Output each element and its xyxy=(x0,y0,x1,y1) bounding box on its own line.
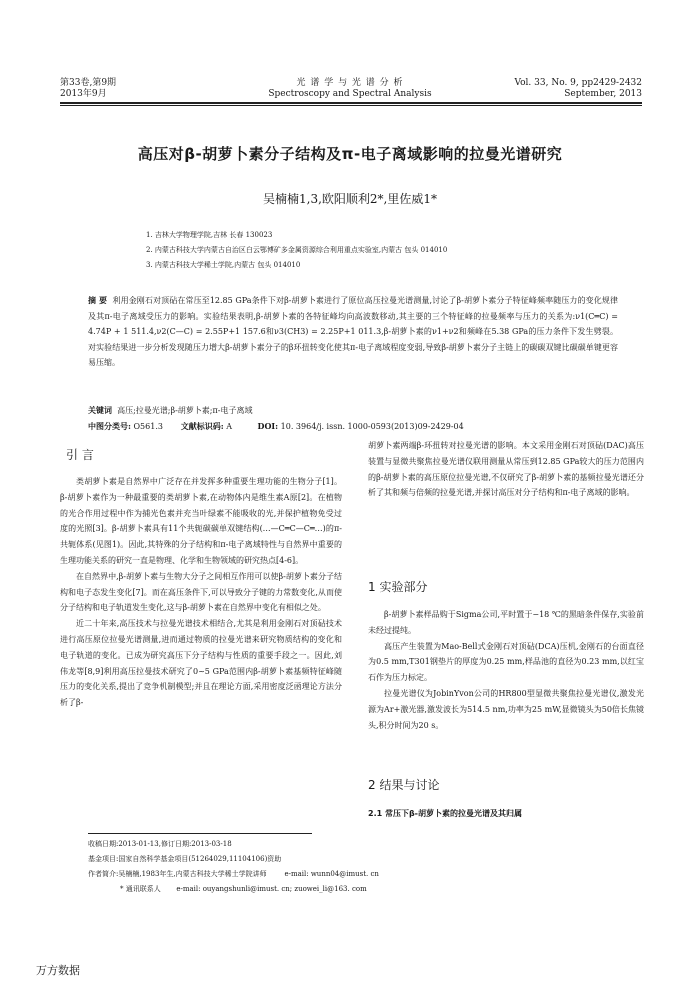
corresponding-email: e-mail: ouyangshunli@imust. cn; zuowei_li@163. com xyxy=(176,885,367,893)
watermark: 万方数据 xyxy=(36,964,80,977)
results-heading: 2 结果与讨论 xyxy=(368,778,440,792)
abstract-label: 摘 要 xyxy=(88,296,108,305)
journal-volume-pages: Vol. 33, No. 9, pp2429-2432 xyxy=(514,78,642,88)
intro-paragraph: 近二十年来,高压技术与拉曼光谱技术相结合,尤其是利用金刚石对顶砧技术进行高压原位拉曼光谱测量,进而通过物质的拉曼光谱来研究物质结构的变化和电子轨道的变化。已成为研究高压下分子结构与性质的重要手段之一。因此,刘伟龙等[8,9]利用高压拉曼技术研究了0~5 GPa范围内β-胡萝卜素基频特征峰随压力的变化关系,提出了竞争机制模型;并且在理论方面,采用密度泛函理论方法分析了β- xyxy=(60,619,342,708)
abstract-text: 利用金刚石对顶砧在常压至12.85 GPa条件下对β-胡萝卜素进行了原位高压拉曼光谱测量,讨论了β-胡萝卜素分子特征峰频率随压力的变化规律及其π-电子离域受压力的影响。实验结果表明,β-胡萝卜素的各特征峰均向高波数移动,其主要的三个特征峰的拉曼频率与压力的关系为:ν1(C═C) = 4.74P + 1 511.4,ν2(C—C) = 2.55P+1 157.6和ν3(CH3) = 2.25P+1 011.3,β-胡萝卜素的ν1+ν2和频峰在5.38 GPa的压力条件下发生劈裂。对实验结果进一步分析发现随压力增大β-胡萝卜素分子的β环扭转变化使其π-电子离域程度变弱,导致β-胡萝卜素分子主链上的碳碳双键比碳碳单键更容易压缩。 xyxy=(88,296,619,367)
intro-paragraph: 在自然界中,β-胡萝卜素与生物大分子之间相互作用可以使β-胡萝卜素分子结构和电子态发生变化[7]。而在高压条件下,可以导致分子键的力常数变化,从而使分子结构和电子轨道发生变化,这与β-胡萝卜素在自然界中变化有相似之处。 xyxy=(60,571,342,613)
intro-continuation xyxy=(368,438,644,501)
experimental-paragraph: 高压产生装置为Mao-Bell式金刚石对顶砧(DCA)压机,金刚石的台面直径为0.5 mm,T301钢垫片的厚度为0.25 mm,样品池的直径为0.23 mm,以红宝石作为压力标定。 xyxy=(368,641,644,683)
intro-heading: 引 言 xyxy=(66,448,94,462)
paper-title: 高压对β-胡萝卜素分子结构及π-电子离域影响的拉曼光谱研究 xyxy=(137,145,563,163)
clc-label: 中图分类号: xyxy=(88,421,131,431)
doi-label: DOI: xyxy=(257,421,279,431)
paper-authors: 吴楠楠1,3,欧阳顺利2*,里佐威1* xyxy=(263,192,437,206)
doi-value: 10. 3964/j. issn. 1000-0593(2013)09-2429-04 xyxy=(280,422,464,431)
journal-month: September, 2013 xyxy=(564,89,642,99)
journal-volume-issue: 第33卷,第9期 xyxy=(60,78,117,88)
keywords-line xyxy=(88,405,252,416)
keywords-label: 关键词 xyxy=(88,405,112,415)
experimental-paragraph: 拉曼光谱仪为JobinYvon公司的HR800型显微共聚焦拉曼光谱仪,激发光源为Ar+激光器,激发波长为514.5 nm,功率为25 mW,显微镜头为50倍长焦镜头,积分时间为20 s。 xyxy=(368,688,644,730)
classification-line xyxy=(88,421,464,432)
header-rule-thin xyxy=(60,105,642,106)
intro-paragraph: 类胡萝卜素是自然界中广泛存在并发挥多种重要生理功能的生物分子[1]。β-胡萝卜素作为一种最重要的类胡萝卜素,在动物体内是维生素A原[2]。在植物的光合作用过程中作为捕光色素并充当叶绿素不能吸收的光,并保护植物免受过度的光照[3]。β-胡萝卜素具有11个共轭碳碳单双键结构(…—C═C—C═…)的π-共轭体系(见图1)。因此,其特殊的分子结构和π-电子离域特性与自然界中重要的生理功能关系的研究一直是物理、化学和生物领域的研究热点[4-6]。 xyxy=(60,477,342,565)
doc-code-label: 文献标识码: xyxy=(180,421,224,431)
footnote-corresponding xyxy=(120,883,367,896)
experimental-paragraph: β-胡萝卜素样品购于Sigma公司,平时置于−18 ℃的黑暗条件保存,实验前未经过提纯。 xyxy=(368,610,644,635)
intro-body xyxy=(60,474,342,711)
affiliation-1: 1. 吉林大学物理学院,吉林 长春 130023 xyxy=(146,231,273,239)
footnote-received: 收稿日期:2013-01-13,修订日期:2013-03-18 xyxy=(88,840,232,848)
author-email: e-mail: wunn04@imust. cn xyxy=(284,870,379,878)
author-bio: 作者简介:吴楠楠,1983年生,内蒙古科技大学稀土学院讲师 xyxy=(88,870,267,878)
clc-value: O561.3 xyxy=(133,422,163,431)
keywords-text: 高压;拉曼光谱;β-胡萝卜素;π-电子离域 xyxy=(117,406,253,415)
affiliation-2: 2. 内蒙古科技大学内蒙古自治区白云鄂博矿多金属资源综合利用重点实验室,内蒙古 包头 014010 xyxy=(146,246,448,254)
footnote-fund: 基金项目:国家自然科学基金项目(51264029,11104106)资助 xyxy=(88,855,282,863)
footnote-rule xyxy=(88,833,312,834)
footnote-author xyxy=(88,868,379,881)
experimental-body xyxy=(368,607,644,733)
journal-name-cn: 光 谱 学 与 光 谱 分 析 xyxy=(296,78,404,88)
affiliation-3: 3. 内蒙古科技大学稀土学院,内蒙古 包头 014010 xyxy=(146,261,301,269)
corresponding-label: * 通讯联系人 xyxy=(120,885,161,893)
header-rule xyxy=(60,102,642,104)
experimental-heading: 1 实验部分 xyxy=(368,580,428,594)
subsection-heading: 2.1 常压下β-胡萝卜素的拉曼光谱及其归属 xyxy=(368,809,523,818)
journal-name-en: Spectroscopy and Spectral Analysis xyxy=(268,89,432,99)
doc-code-value: A xyxy=(226,422,233,431)
intro-paragraph-continued: 胡萝卜素两端β-环扭转对拉曼光谱的影响。本文采用金刚石对顶砧(DAC)高压装置与显微共聚焦拉曼光谱仪联用测量从常压到12.85 GPa较大的压力范围内的β-胡萝卜素的高压原位拉曼光谱,不仅研究了β-胡萝卜素的基频拉曼光谱还分析了其和频与倍频的拉曼光谱,并探讨高压对分子结构和π-电子离域的影响。 xyxy=(368,441,644,498)
abstract xyxy=(88,293,618,371)
journal-date: 2013年9月 xyxy=(60,89,107,99)
